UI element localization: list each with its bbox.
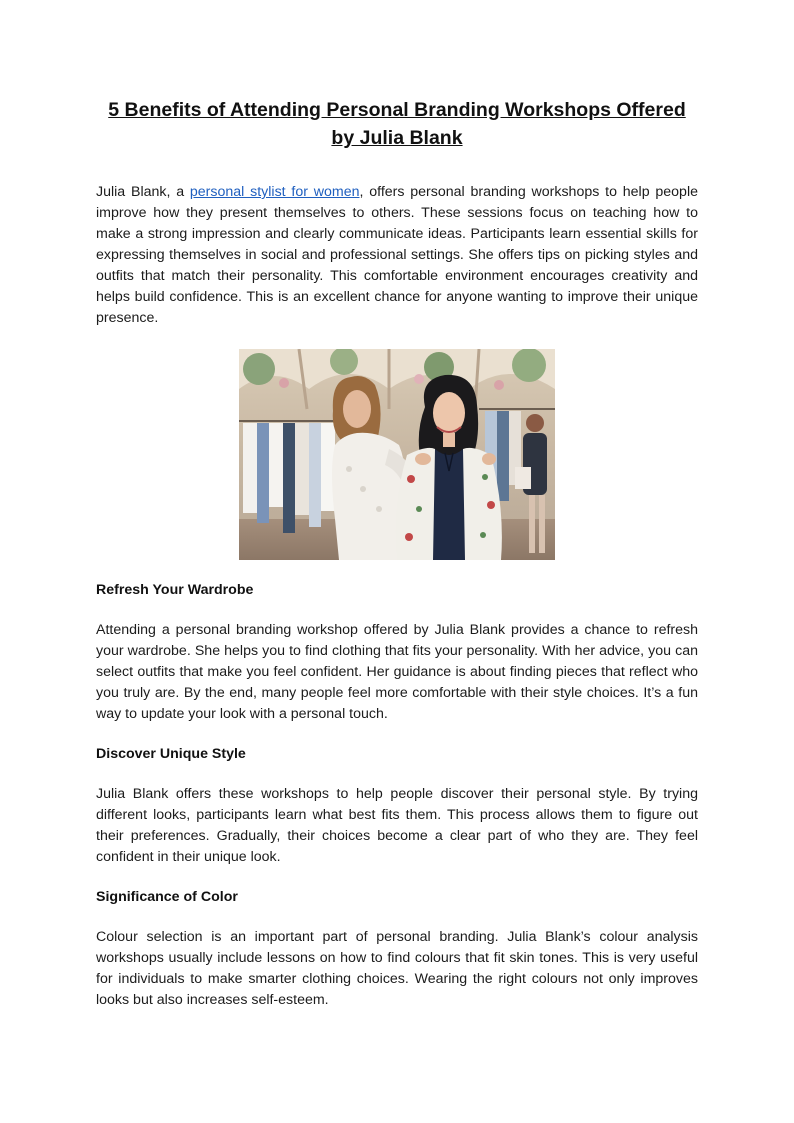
- workshop-photo: [239, 349, 555, 560]
- section-heading-refresh-wardrobe: Refresh Your Wardrobe: [96, 582, 254, 598]
- section-body-discover-style: Julia Blank offers these workshops to help people discover their personal style. By trying different looks, participants learn what best fits them. This process allows them to figure out their preferences. Gradually, their choices become a clear part of who they are. They feel confident in their unique look.: [96, 786, 698, 865]
- document-title: 5 Benefits of Attending Personal Branding Workshops Offered by Julia Blank: [108, 99, 686, 149]
- intro-suffix: , offers personal branding workshops to help people improve how they present themselves to others. These sessions focus on teaching how to make a strong impression and clearly communicate ideas. Participants learn essential skills for expressing themselves in social and professional settings. She offers tips on picking styles and outfits that match their personality. This comfortable environment encourages creativity and helps build confidence. This is an excellent chance for anyone wanting to improve their unique presence.: [96, 184, 698, 326]
- intro-paragraph: [96, 182, 698, 329]
- intro-prefix: Julia Blank, a: [96, 184, 190, 200]
- section-heading-color: Significance of Color: [96, 889, 238, 905]
- personal-stylist-link[interactable]: personal stylist for women: [189, 184, 360, 200]
- section-heading-discover-style: Discover Unique Style: [96, 746, 246, 762]
- section-body-refresh-wardrobe: Attending a personal branding workshop offered by Julia Blank provides a chance to refresh your wardrobe. She helps you to find clothing that fits your personality. With her advice, you can select outfits that make you feel confident. Her guidance is about finding pieces that reflect who you truly are. By the end, many people feel more comfortable with their style choices. It’s a fun way to update your look with a personal touch.: [96, 622, 698, 722]
- document-page: [96, 96, 698, 1011]
- section-body-color: Colour selection is an important part of personal branding. Julia Blank’s colour analysis workshops usually include lessons on how to find colours that fit skin tones. This is very useful for individuals to make smarter clothing choices. Wearing the right colours not only improves looks but also increases self-esteem.: [96, 929, 698, 1008]
